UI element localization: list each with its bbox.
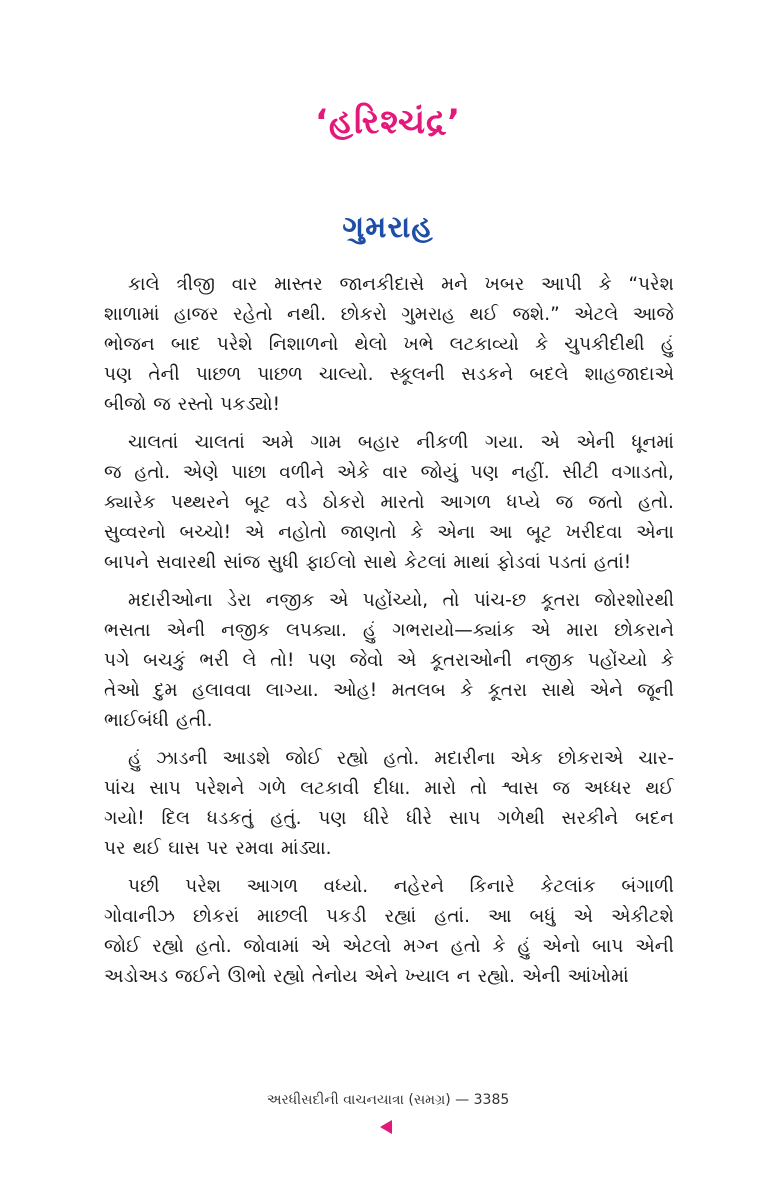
- text-line: ગયો! દિલ ધડકતું હતું. પણ ધીરે ધીરે સાપ ગળેથી સરકીને બદન: [104, 808, 674, 829]
- text-line: ક્યારેક પથ્થરને બૂટ વડે ઠોકરો મારતો આગળ ધપ્યે જ જતો હતો.: [104, 492, 674, 513]
- paragraph: [104, 428, 674, 578]
- text-line: જોઈ રહ્યો હતો. જોવામાં એ એટલો મગ્ન હતો કે હું એનો બાપ એની: [104, 936, 674, 957]
- text-line: પગે બચકું ભરી લે તો! પણ જેવો એ કૂતરાઓની નજીક પહોંચ્યો કે: [104, 650, 674, 671]
- text-line: પછી પરેશ આગળ વધ્યો. નહેરને કિનારે કેટલાંક બંગાળી: [128, 876, 674, 897]
- text-line: ચાલતાં ચાલતાં અમે ગામ બહાર નીકળી ગયા. એ એની ધૂનમાં: [128, 432, 674, 453]
- text-line: તેઓ દુમ હલાવવા લાગ્યા. ઓહ! મતલબ કે કૂતરા સાથે એને જૂની: [104, 680, 674, 701]
- paragraph: [104, 744, 674, 864]
- text-line: ભોજન બાદ પરેશે નિશાળનો થેલો ખભે લટકાવ્યો કે ચુપકીદીથી હું: [104, 334, 674, 355]
- text-line: બાપને સવારથી સાંજ સુધી ફાઈલો સાથે કેટલાં માથાં ફોડવાં પડતાં હતાં!: [104, 552, 632, 573]
- story-title: ગુમરાહ: [342, 210, 434, 245]
- text-line: પર થઈ ઘાસ પર રમવા માંડ્યા.: [104, 838, 332, 859]
- text-line: ભસતા એની નજીક લપક્યા. હું ગભરાયો—ક્યાંક એ મારા છોકરાને: [104, 620, 674, 641]
- text-line: ગોવાનીઝ છોકરાં માછલી પકડી રહ્યાં હતાં. આ બધું એ એકીટશે: [104, 906, 674, 927]
- page-footer: અરધીસદીની વાચનયાત્રા (સમગ્ર) — 3385: [266, 1092, 510, 1108]
- text-line: પાંચ સાપ પરેશને ગળે લટકાવી દીધા. મારો તો શ્વાસ જ અધ્ધર થઈ: [104, 778, 674, 799]
- text-line: હું ઝાડની આડશે જોઈ રહ્યો હતો. મદારીના એક છોકરાએ ચાર-: [128, 748, 674, 769]
- text-line: કાલે ત્રીજી વાર માસ્તર જાનકીદાસે મને ખબર આપી કે “પરેશ: [128, 274, 674, 295]
- story-body: [104, 270, 674, 992]
- text-line: ભાઈબંધી હતી.: [104, 710, 213, 731]
- text-line: શાળામાં હાજર રહેતો નથી. છોકરો ગુમરાહ થઈ જશે.” એટલે આજે: [104, 304, 674, 325]
- author-heading: ‘હરિશ્ચંદ્ર’: [314, 102, 462, 142]
- paragraph: [104, 872, 674, 992]
- text-line: પણ તેની પાછળ પાછળ ચાલ્યો. સ્કૂલની સડકને બદલે શાહજાદાએ: [104, 364, 674, 385]
- text-line: જ હતો. એણે પાછા વળીને એકે વાર જોયું પણ નહીં. સીટી વગાડતો,: [104, 462, 674, 483]
- text-line: મદારીઓના ડેરા નજીક એ પહોંચ્યો, તો પાંચ-છ કૂતરા જોરશોરથી: [128, 590, 674, 611]
- text-line: બીજો જ રસ્તો પકડ્યો!: [104, 394, 281, 415]
- paragraph: [104, 586, 674, 736]
- paragraph: [104, 270, 674, 420]
- prev-page-arrow-icon[interactable]: [380, 1120, 392, 1134]
- text-line: સુવ્વરનો બચ્ચો! એ નહોતો જાણતો કે એના આ બૂટ ખરીદવા એના: [104, 522, 674, 543]
- text-line: અડોઅડ જઈને ઊભો રહ્યો તેનોય એને ખ્યાલ ન રહ્યો. એની આંખોમાં: [104, 966, 629, 987]
